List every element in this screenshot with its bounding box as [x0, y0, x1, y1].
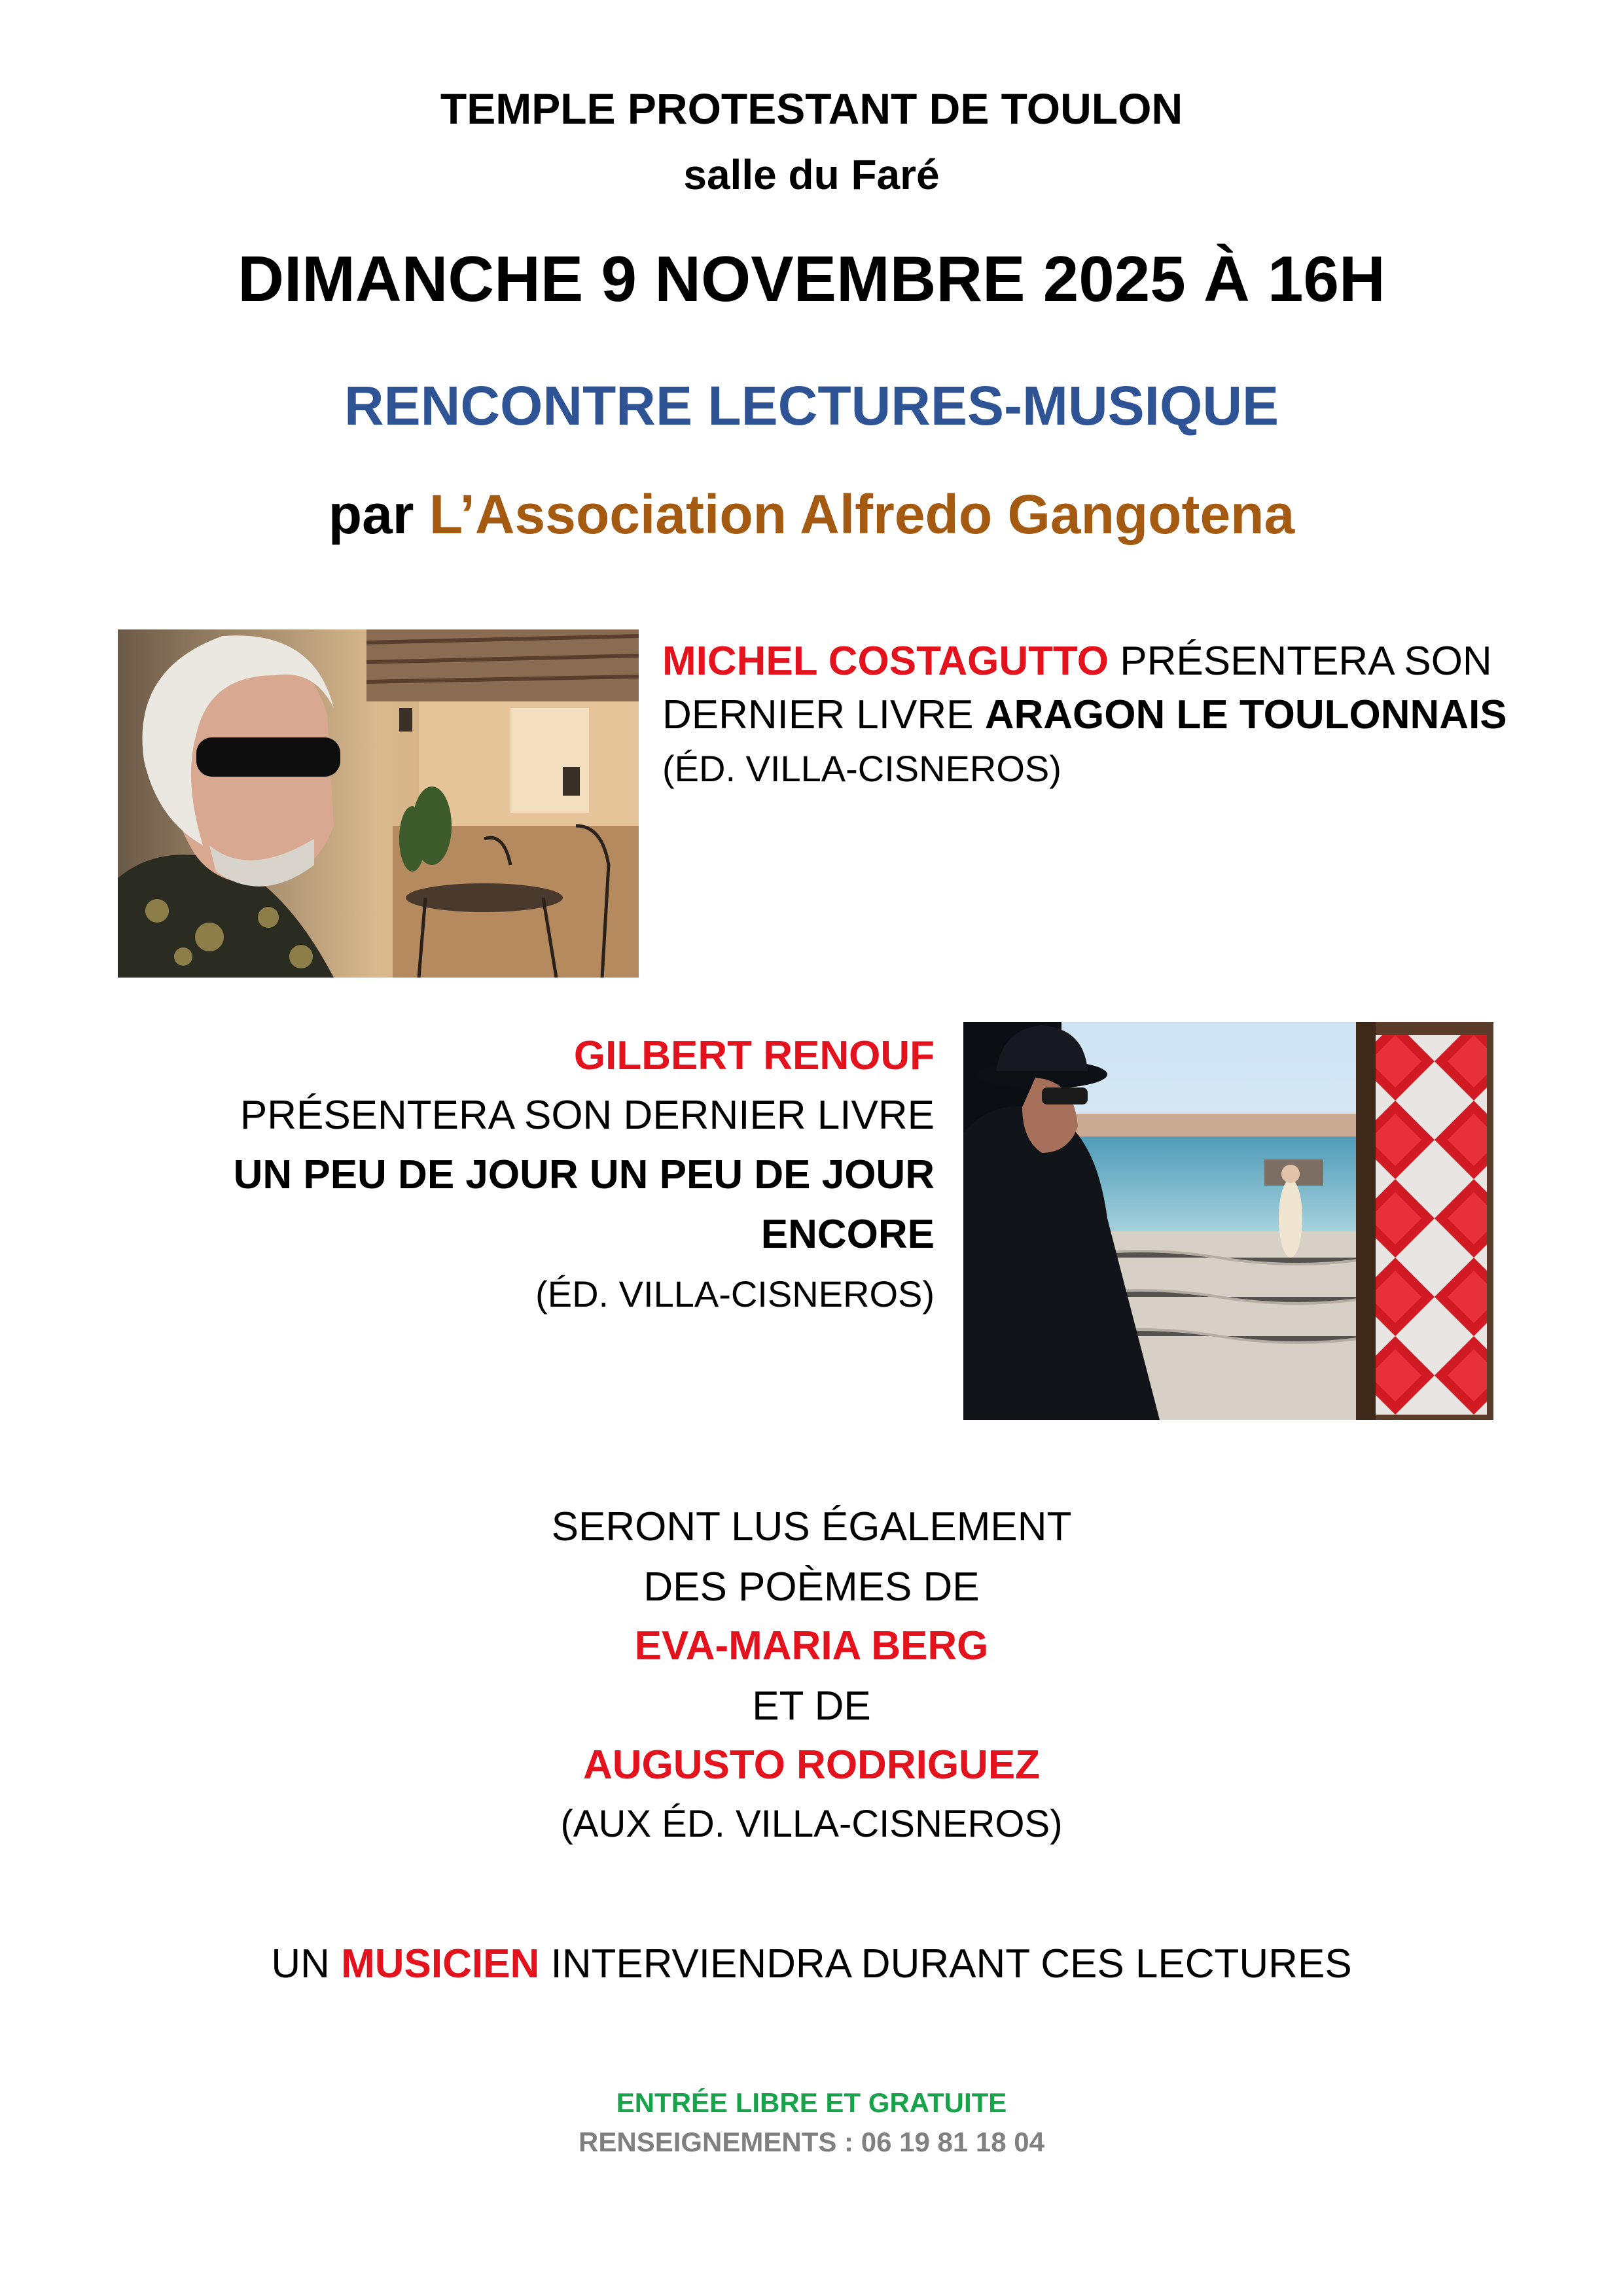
organizer-name: L’Association Alfredo Gangotena	[429, 484, 1295, 545]
poems-line2: DES POÈMES DE	[643, 1564, 980, 1610]
author1-line2	[662, 688, 1507, 742]
entry-notice: ENTRÉE LIBRE ET GRATUITE	[616, 2087, 1007, 2118]
author1-line1-rest: PRÉSENTERA SON	[1120, 639, 1492, 684]
author1-name: MICHEL COSTAGUTTO	[662, 639, 1109, 684]
author2-photo	[963, 1022, 1493, 1420]
poems-publisher: (AUX ÉD. VILLA-CISNEROS)	[560, 1803, 1063, 1845]
music-highlight: MUSICIEN	[341, 1941, 540, 1987]
author2-publisher: (ÉD. VILLA-CISNEROS)	[535, 1273, 935, 1315]
author1-line2-prefix: DERNIER LIVRE	[662, 692, 974, 737]
organizer-prefix: par	[328, 484, 414, 545]
poet1-name: EVA-MARIA BERG	[634, 1623, 989, 1669]
author1-publisher: (ÉD. VILLA-CISNEROS)	[662, 748, 1061, 789]
event-title: RENCONTRE LECTURES-MUSIQUE	[344, 375, 1279, 436]
poems-line1: SERONT LUS ÉGALEMENT	[551, 1504, 1072, 1549]
venue-title: TEMPLE PROTESTANT DE TOULON	[440, 84, 1183, 133]
event-date: DIMANCHE 9 NOVEMBRE 2025 À 16H	[238, 243, 1385, 315]
author2-book-title-line1: UN PEU DE JOUR UN PEU DE JOUR	[233, 1152, 935, 1197]
author1-text	[662, 635, 1507, 796]
room-name: salle du Faré	[683, 151, 940, 198]
poet2-name: AUGUSTO RODRIGUEZ	[582, 1742, 1041, 1788]
music-line	[0, 1941, 1623, 1987]
author1-line1	[662, 635, 1507, 688]
author2-book-title-line2: ENCORE	[760, 1212, 935, 1257]
info-phone: RENSEIGNEMENTS : 06 19 81 18 04	[579, 2127, 1044, 2157]
music-prefix: UN	[271, 1941, 330, 1987]
author2-line2: PRÉSENTERA SON DERNIER LIVRE	[240, 1093, 935, 1138]
author2-text	[234, 1026, 935, 1324]
author1-photo	[118, 629, 639, 978]
author2-name: GILBERT RENOUF	[573, 1033, 935, 1078]
organizer-line	[0, 483, 1623, 546]
music-suffix: INTERVIENDRA DURANT CES LECTURES	[550, 1941, 1352, 1987]
poems-line4: ET DE	[752, 1684, 871, 1729]
author1-book-title: ARAGON LE TOULONNAIS	[984, 692, 1507, 737]
